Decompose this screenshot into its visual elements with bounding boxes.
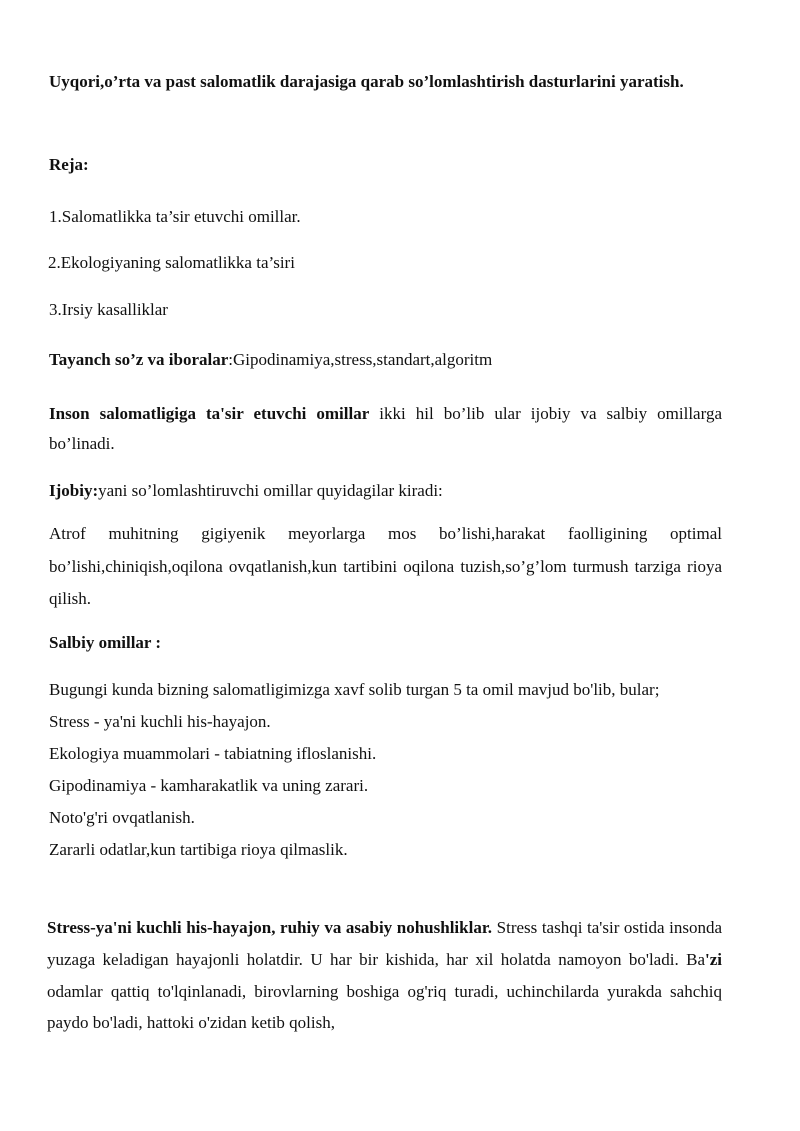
factors-intro-bold: Inson salomatligiga ta'sir etuvchi omillar <box>49 404 370 423</box>
positive-line <box>49 479 722 503</box>
positive-label: Ijobiy: <box>49 481 99 500</box>
factors-intro-text: ikki hil bo’lib ular ijobiy va salbiy omillarga bo’linadi. <box>49 404 722 453</box>
negative-item: Stress - ya'ni kuchli his-hayajon. <box>49 712 271 731</box>
factors-intro-paragraph <box>49 399 722 459</box>
negative-item: Ekologiya muammolari - tabiatning ifloslanishi. <box>49 744 377 763</box>
keywords-line <box>49 348 722 372</box>
keywords-text: :Gipodinamiya,stress,standart,algoritm <box>228 350 493 369</box>
stress-paragraph <box>47 912 722 1039</box>
plan-item: 1.Salomatlikka ta’sir etuvchi omillar. <box>49 207 301 226</box>
stress-bold-inline: 'zi <box>705 949 722 969</box>
negative-item: Noto'g'ri ovqatlanish. <box>49 808 195 827</box>
stress-bold-lead: Stress-ya'ni kuchli his-hayajon, ruhiy va asabiy nohushliklar. <box>47 918 493 937</box>
negative-item: Zararli odatlar,kun tartibiga rioya qilmaslik. <box>49 840 348 859</box>
positive-factors-paragraph: Atrof muhitning gigiyenik meyorlarga mos bo’lishi,harakat faolligining optimal bo’lishi,chiniqish,oqilona ovqatlanish,kun tartibini oqilona tuzish,so’g’lom turmush tarziga rioya qilish. <box>49 524 722 608</box>
keywords-label: Tayanch so’z va iboralar <box>49 350 229 369</box>
negative-intro: Bugungi kunda bizning salomatligimizga xavf solib turgan 5 ta omil mavjud bo'lib, bular; <box>49 680 660 699</box>
plan-item: 3.Irsiy kasalliklar <box>49 300 168 319</box>
negative-heading: Salbiy omillar : <box>49 633 162 652</box>
stress-text-part2: odamlar qattiq to'lqinlanadi, birovlarning boshiga og'riq turadi, uchinchilarda yurakda sahchiq paydo bo'ladi, hattoki o'zidan ketib qolish, <box>47 981 722 1033</box>
document-title: Uyqori,o’rta va past salomatlik darajasiga qarab so’lomlashtirish dasturlarini yaratish. <box>49 72 684 91</box>
stress-text-part1: Stress tashqi ta'sir ostida insonda yuzaga keladigan hayajonli holatdir. U har bir kishida, har xil holatda namoyon bo'ladi. Ba <box>47 918 722 969</box>
negative-item: Gipodinamiya - kamharakatlik va uning zarari. <box>49 776 369 795</box>
plan-heading: Reja: <box>49 155 89 174</box>
positive-text: yani so’lomlashtiruvchi omillar quyidagilar kiradi: <box>98 481 443 500</box>
negative-factors-section <box>49 674 722 866</box>
plan-item: 2.Ekologiyaning salomatlikka ta’siri <box>48 253 295 272</box>
